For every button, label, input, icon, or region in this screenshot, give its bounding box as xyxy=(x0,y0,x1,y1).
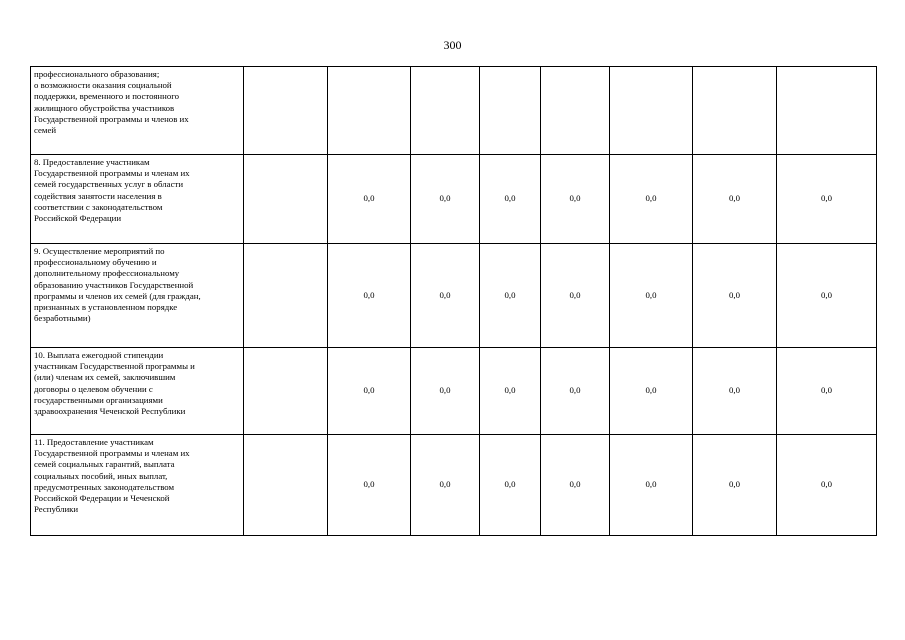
value-cell: 0,0 xyxy=(693,348,777,435)
value-cell: 0,0 xyxy=(777,155,877,244)
value-cell: 0,0 xyxy=(693,435,777,536)
value-cell xyxy=(328,67,411,155)
table-row xyxy=(31,67,877,155)
value-cell xyxy=(244,155,328,244)
value-cell xyxy=(411,67,480,155)
table-row xyxy=(31,244,877,348)
value-cell: 0,0 xyxy=(610,435,693,536)
value-cell: 0,0 xyxy=(411,348,480,435)
value-cell: 0,0 xyxy=(777,348,877,435)
value-cell: 0,0 xyxy=(541,435,610,536)
value-cell xyxy=(244,244,328,348)
value-cell: 0,0 xyxy=(777,435,877,536)
value-cell xyxy=(244,435,328,536)
row-description: профессионального образования; о возможности оказания социальной поддержки, временного и постоянного жилищного обустройства участников Государственной программы и членов их семей xyxy=(31,67,244,155)
row-description: 9. Осуществление мероприятий по профессиональному обучению и дополнительному профессиональному образованию участников Государственной программы и членов их семей (для граждан, признанных в установленном порядке безработными) xyxy=(31,244,244,348)
value-cell: 0,0 xyxy=(480,244,541,348)
value-cell: 0,0 xyxy=(480,155,541,244)
value-cell: 0,0 xyxy=(328,244,411,348)
value-cell xyxy=(610,67,693,155)
value-cell: 0,0 xyxy=(610,348,693,435)
page-number: 300 xyxy=(443,38,462,52)
value-cell: 0,0 xyxy=(480,348,541,435)
value-cell xyxy=(693,67,777,155)
value-cell: 0,0 xyxy=(693,155,777,244)
value-cell: 0,0 xyxy=(411,244,480,348)
value-cell: 0,0 xyxy=(693,244,777,348)
budget-table xyxy=(30,66,877,536)
row-description: 8. Предоставление участникам Государственной программы и членам их семей государственных услуг в области содействия занятости населения в соответствии с законодательством Российской Федерации xyxy=(31,155,244,244)
value-cell: 0,0 xyxy=(541,244,610,348)
row-description: 10. Выплата ежегодной стипендии участникам Государственной программы и (или) членам их семей, заключившим договоры о целевом обучении с государственными организациями здравоохранения Чеченской Республики xyxy=(31,348,244,435)
value-cell: 0,0 xyxy=(610,155,693,244)
row-description: 11. Предоставление участникам Государственной программы и членам их семей социальных гарантий, выплата социальных пособий, иных выплат, предусмотренных законодательством Российской Федерации и Чеченской Республики xyxy=(31,435,244,536)
table-row xyxy=(31,348,877,435)
table-body xyxy=(31,67,877,536)
value-cell: 0,0 xyxy=(777,244,877,348)
value-cell xyxy=(244,67,328,155)
value-cell: 0,0 xyxy=(328,435,411,536)
value-cell xyxy=(541,67,610,155)
value-cell xyxy=(777,67,877,155)
value-cell: 0,0 xyxy=(411,155,480,244)
value-cell: 0,0 xyxy=(480,435,541,536)
value-cell xyxy=(244,348,328,435)
value-cell: 0,0 xyxy=(411,435,480,536)
table-row xyxy=(31,155,877,244)
table-row xyxy=(31,435,877,536)
value-cell xyxy=(480,67,541,155)
value-cell: 0,0 xyxy=(541,348,610,435)
value-cell: 0,0 xyxy=(541,155,610,244)
value-cell: 0,0 xyxy=(328,155,411,244)
value-cell: 0,0 xyxy=(328,348,411,435)
value-cell: 0,0 xyxy=(610,244,693,348)
